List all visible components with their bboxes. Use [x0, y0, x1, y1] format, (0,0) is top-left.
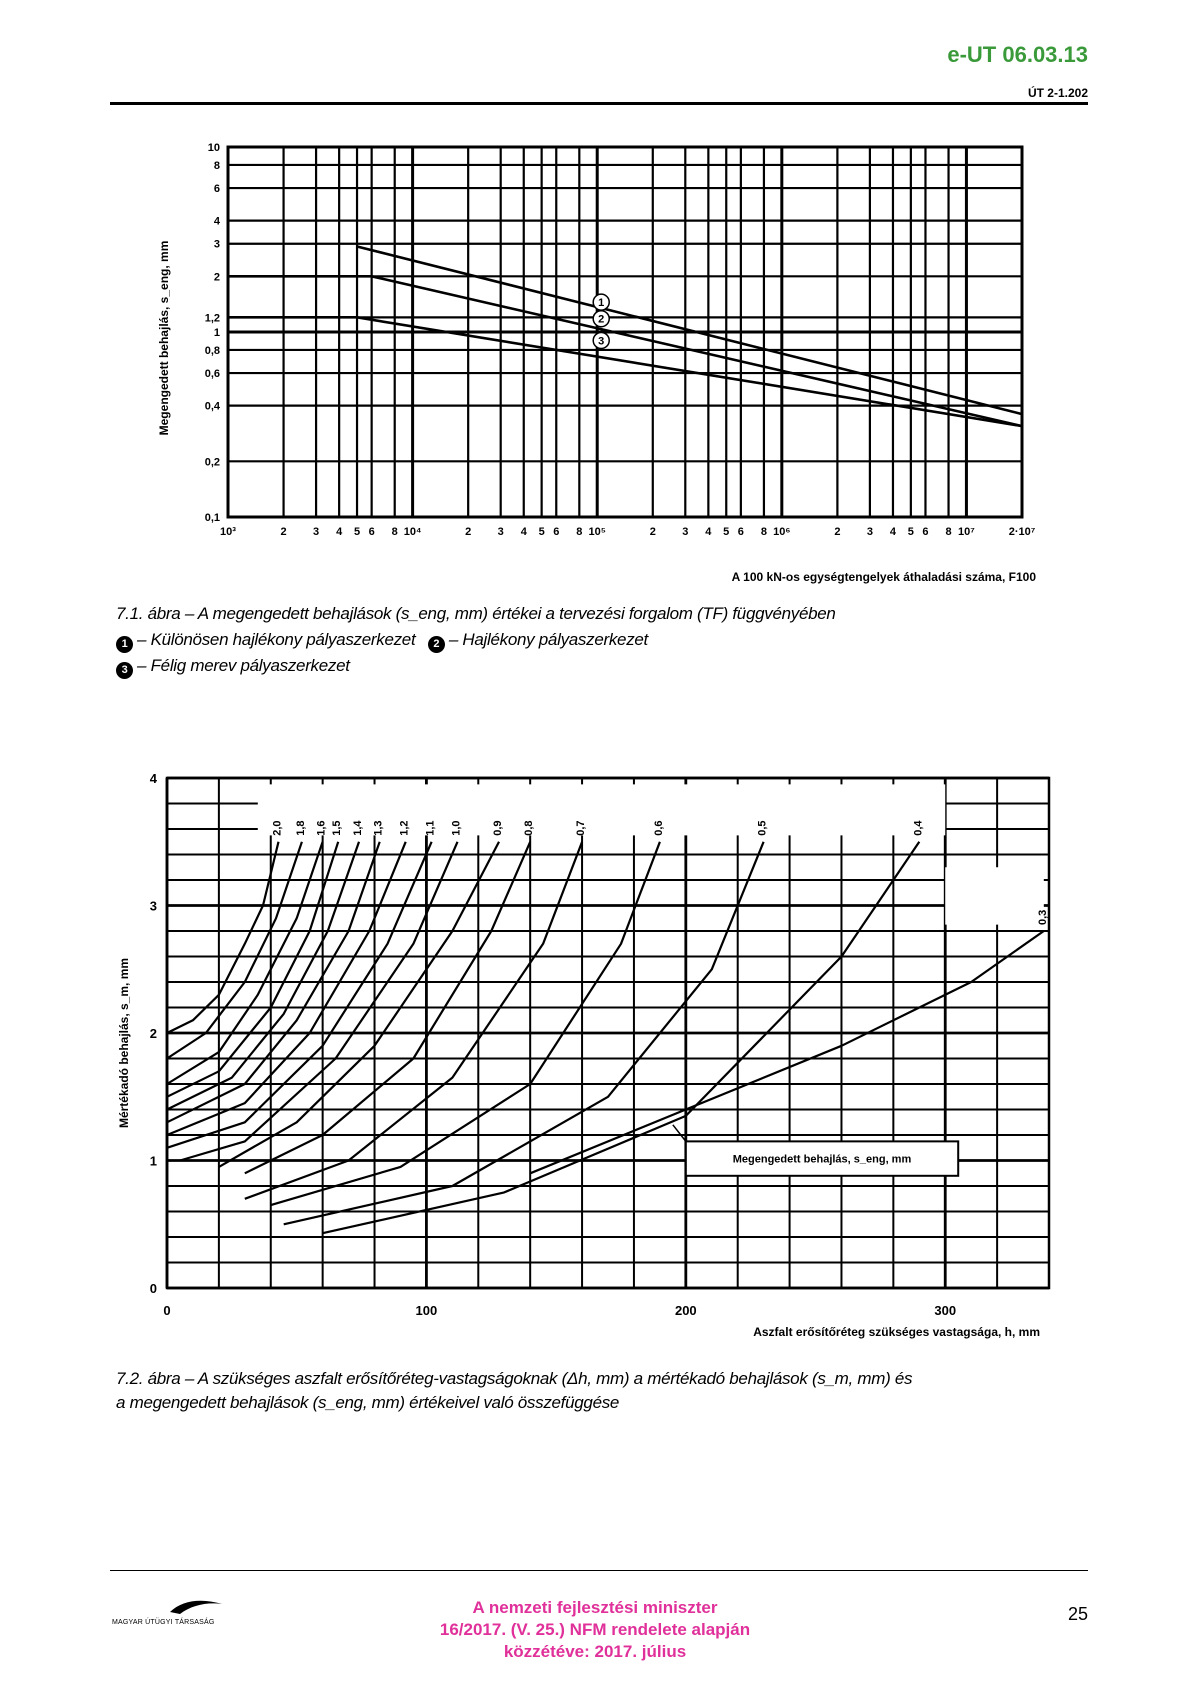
curve-2-0 — [167, 842, 279, 1033]
figure1-legend-row2 — [116, 656, 350, 679]
curve-1-6 — [167, 842, 323, 1084]
curve-0-3 — [530, 931, 1044, 1173]
curve-label-0-5: 0,5 — [756, 820, 769, 836]
legend-text-2: – Hajlékony pályaszerkezet — [448, 630, 648, 649]
x-tick-label: 10⁶ — [773, 526, 791, 538]
legend-text-1: – Különösen hajlékony pályaszerkezet — [137, 630, 416, 649]
x-tick-label: 200 — [674, 1303, 697, 1318]
y-tick-label: 0,4 — [204, 400, 220, 413]
x-tick-label: 4 — [705, 526, 712, 538]
curve-marker-label-3: 3 — [598, 335, 605, 348]
x-tick-label: 4 — [336, 526, 343, 538]
x-tick-label: 8 — [760, 526, 767, 538]
document-subcode: ÚT 2-1.202 — [1027, 86, 1088, 100]
x-tick-label: 3 — [497, 526, 504, 538]
y-tick-label: 2 — [149, 1026, 157, 1041]
x-tick-label: 5 — [723, 526, 730, 538]
y-tick-label: 1 — [149, 1153, 157, 1169]
y-tick-label: 4 — [149, 771, 157, 786]
x-tick-label: 5 — [538, 526, 545, 538]
x-tick-label: 8 — [391, 526, 398, 538]
x-tick-label: 10⁵ — [588, 526, 606, 538]
x-tick-label: 4 — [520, 526, 527, 538]
y-tick-label: 10 — [207, 142, 220, 154]
page-number: 25 — [1067, 1604, 1088, 1624]
annotation-label: Megengedett behajlás, s_eng, mm — [732, 1153, 912, 1166]
figure1-legend-row1 — [116, 630, 648, 653]
footer-rule — [110, 1570, 1088, 1571]
x-tick-label: 3 — [682, 526, 689, 538]
curve-label-1-2: 1,2 — [398, 820, 411, 836]
curve-1-4 — [167, 842, 359, 1110]
curve-1 — [357, 246, 1022, 414]
curve-label-1-3: 1,3 — [372, 820, 385, 836]
x-axis-label: A 100 kN-os egységtengelyek áthaladási száma, F100 — [731, 570, 1036, 584]
figure1-chart — [0, 0, 1190, 584]
y-axis-label: Megengedett behajlás, s_eng, mm — [157, 240, 171, 436]
x-tick-label: 10⁴ — [403, 526, 422, 538]
curve-label-0-8: 0,8 — [523, 820, 536, 836]
footer-line3: közzétéve: 2017. július — [503, 1642, 687, 1661]
figure2-caption-line1: 7.2. ábra – A szükséges aszfalt erősítőréteg-vastagságoknak (Δh, mm) a mértékadó behajlások (s_m, mm) és — [116, 1369, 913, 1388]
curve-label-0-6: 0,6 — [652, 820, 665, 836]
x-tick-label: 6 — [922, 526, 929, 538]
curve-label-2-0: 2,0 — [271, 820, 284, 836]
y-tick-label: 1,2 — [204, 312, 220, 325]
x-tick-label: 10⁷ — [958, 526, 975, 538]
x-tick-label: 2 — [834, 526, 841, 538]
y-tick-label: 4 — [213, 215, 220, 228]
curve-marker-label-2: 2 — [598, 313, 605, 326]
figure1-caption: 7.1. ábra – A megengedett behajlások (s_eng, mm) értékei a tervezési forgalom (TF) függvényében — [116, 604, 836, 623]
footer-line1: A nemzeti fejlesztési miniszter — [472, 1598, 718, 1617]
footer-line2: 16/2017. (V. 25.) NFM rendelete alapján — [439, 1620, 751, 1639]
curve-label-1-8: 1,8 — [294, 820, 307, 836]
x-tick-label: 2 — [649, 526, 656, 538]
svg-text:MAGYAR ÚTÜGYI TÁRSASÁG: MAGYAR ÚTÜGYI TÁRSASÁG — [112, 1619, 215, 1626]
curve-marker-label-1: 1 — [598, 297, 605, 310]
curve-label-1-0: 1,0 — [450, 820, 463, 836]
curve-label-1-1: 1,1 — [424, 820, 437, 836]
curve-2 — [228, 276, 1022, 426]
x-tick-label: 5 — [353, 526, 361, 538]
legend-badge-2: 2 — [428, 636, 445, 653]
document-code: e-UT 06.03.13 — [947, 42, 1088, 67]
curve-label-0-7: 0,7 — [575, 820, 588, 836]
y-axis-label: Mértékadó behajlás, s_m, mm — [117, 957, 131, 1129]
x-tick-label: 5 — [907, 526, 914, 538]
curve-label-0-3: 0,3 — [1036, 909, 1049, 925]
x-tick-label: 6 — [553, 526, 560, 538]
x-tick-label: 6 — [737, 526, 744, 538]
x-tick-label: 6 — [368, 526, 375, 538]
footer-publication-note — [0, 1597, 1190, 1663]
curve-label-0-9: 0,9 — [492, 820, 505, 836]
curve-label-1-5: 1,5 — [331, 820, 344, 836]
curve-label-0-4: 0,4 — [912, 820, 925, 836]
figure2-caption-line2: a megengedett behajlások (s_eng, mm) értékeivel való összefüggése — [116, 1393, 620, 1412]
y-tick-label: 0 — [149, 1281, 157, 1296]
x-tick-label: 300 — [934, 1303, 957, 1318]
x-tick-label: 2 — [465, 526, 472, 538]
legend-badge-1: 1 — [116, 636, 133, 653]
y-tick-label: 2 — [213, 271, 220, 284]
y-tick-label: 0,1 — [204, 512, 220, 524]
figure2-chart — [0, 760, 1190, 1360]
x-tick-label: 4 — [889, 526, 897, 538]
curve-label-1-4: 1,4 — [351, 820, 364, 836]
y-tick-label: 3 — [149, 898, 157, 914]
x-tick-label: 3 — [313, 526, 320, 538]
y-tick-label: 3 — [213, 238, 220, 251]
annotation-leader — [673, 1125, 686, 1142]
y-tick-label: 6 — [213, 183, 220, 196]
curve-0-9 — [219, 842, 499, 1167]
x-tick-label: 2·10⁷ — [1008, 526, 1036, 538]
curve-label-1-6: 1,6 — [315, 820, 328, 836]
x-tick-label: 8 — [576, 526, 583, 538]
x-tick-label: 3 — [866, 526, 873, 538]
label-band-right — [945, 867, 1044, 924]
legend-text-3: – Félig merev pályaszerkezet — [137, 656, 350, 675]
y-tick-label: 0,6 — [204, 368, 220, 381]
x-tick-label: 10³ — [220, 526, 236, 538]
y-tick-label: 0,8 — [204, 344, 220, 357]
legend-badge-3: 3 — [116, 662, 133, 679]
x-tick-label: 100 — [415, 1303, 438, 1318]
y-tick-label: 8 — [213, 159, 220, 172]
x-tick-label: 0 — [163, 1303, 171, 1318]
x-tick-label: 8 — [945, 526, 952, 538]
x-axis-label: Aszfalt erősítőréteg szükséges vastagsága, h, mm — [753, 1325, 1040, 1339]
y-tick-label: 0,2 — [204, 456, 220, 469]
y-tick-label: 1 — [213, 327, 220, 339]
x-tick-label: 2 — [280, 526, 287, 538]
